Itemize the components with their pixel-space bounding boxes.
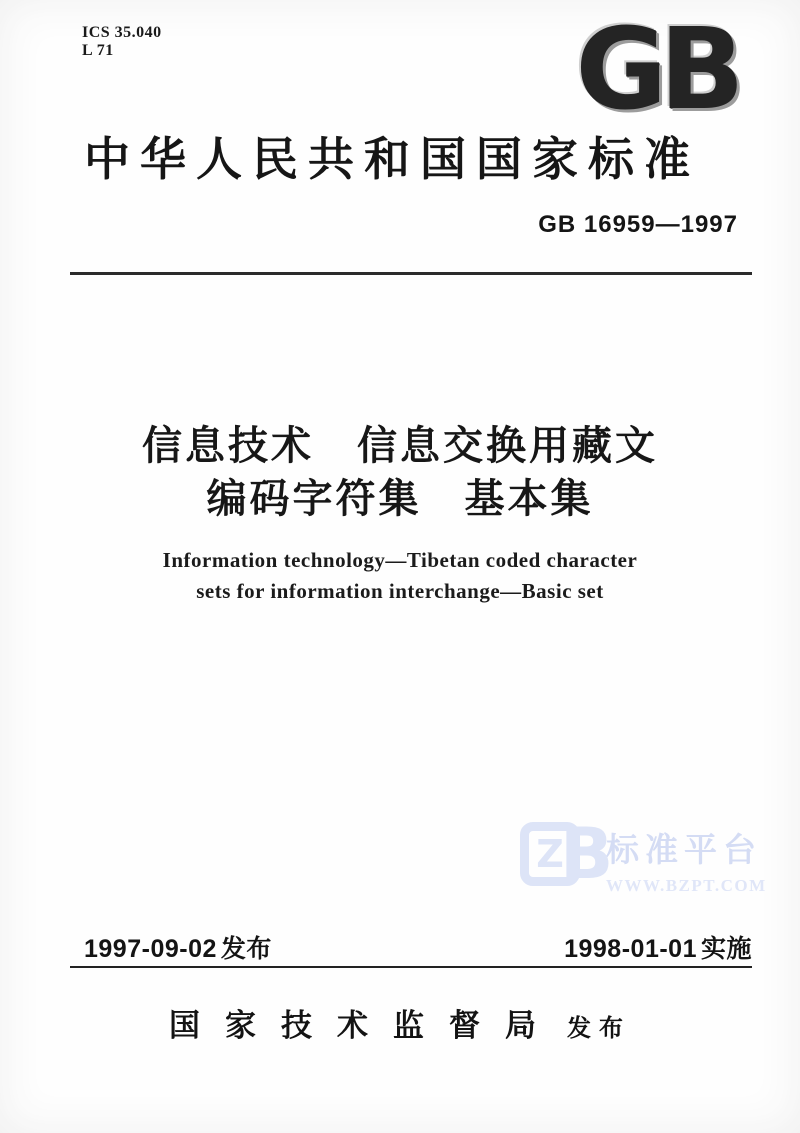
watermark-url: WWW.BZPT.COM	[606, 876, 767, 895]
issue-date-label: 发布	[220, 935, 272, 963]
chinese-title-line1: 信息技术 信息交换用藏文	[142, 424, 658, 468]
issue-date: 1997-09-02	[84, 935, 217, 963]
bottom-divider	[70, 966, 752, 968]
issue-date-item	[70, 929, 272, 965]
chinese-title-line2: 编码字符集 基本集	[206, 477, 594, 521]
chinese-title	[0, 420, 800, 526]
ics-code: ICS 35.040	[82, 24, 162, 41]
bzpt-logo-letter-b: B	[560, 813, 610, 895]
gb-logo-text: GB	[575, 5, 737, 135]
watermark	[520, 813, 767, 913]
implementation-date-item	[564, 929, 752, 965]
watermark-text	[606, 824, 767, 896]
bzpt-logo-icon	[520, 813, 610, 895]
gb-logo-icon	[556, 5, 756, 135]
dates-row	[70, 929, 752, 965]
publisher-suffix: 发布	[567, 1016, 631, 1042]
watermark-name: 标准平台	[606, 831, 762, 868]
class-code: L 71	[82, 42, 114, 59]
top-divider	[70, 272, 752, 275]
publisher-line	[0, 1000, 800, 1045]
publisher-name: 国家技术监督局	[169, 1008, 561, 1043]
standard-number: GB 16959—1997	[538, 211, 738, 238]
classification-codes	[82, 24, 162, 60]
implementation-date-label: 实施	[700, 935, 752, 963]
english-title-line1: Information technology—Tibetan coded character	[162, 548, 638, 572]
national-standard-heading: 中华人民共和国国家标准	[84, 134, 700, 185]
english-title-line2: sets for information interchange—Basic set	[196, 579, 604, 603]
implementation-date: 1998-01-01	[564, 935, 697, 963]
english-title	[0, 545, 800, 607]
bzpt-logo-letter-z: Z	[536, 832, 564, 876]
